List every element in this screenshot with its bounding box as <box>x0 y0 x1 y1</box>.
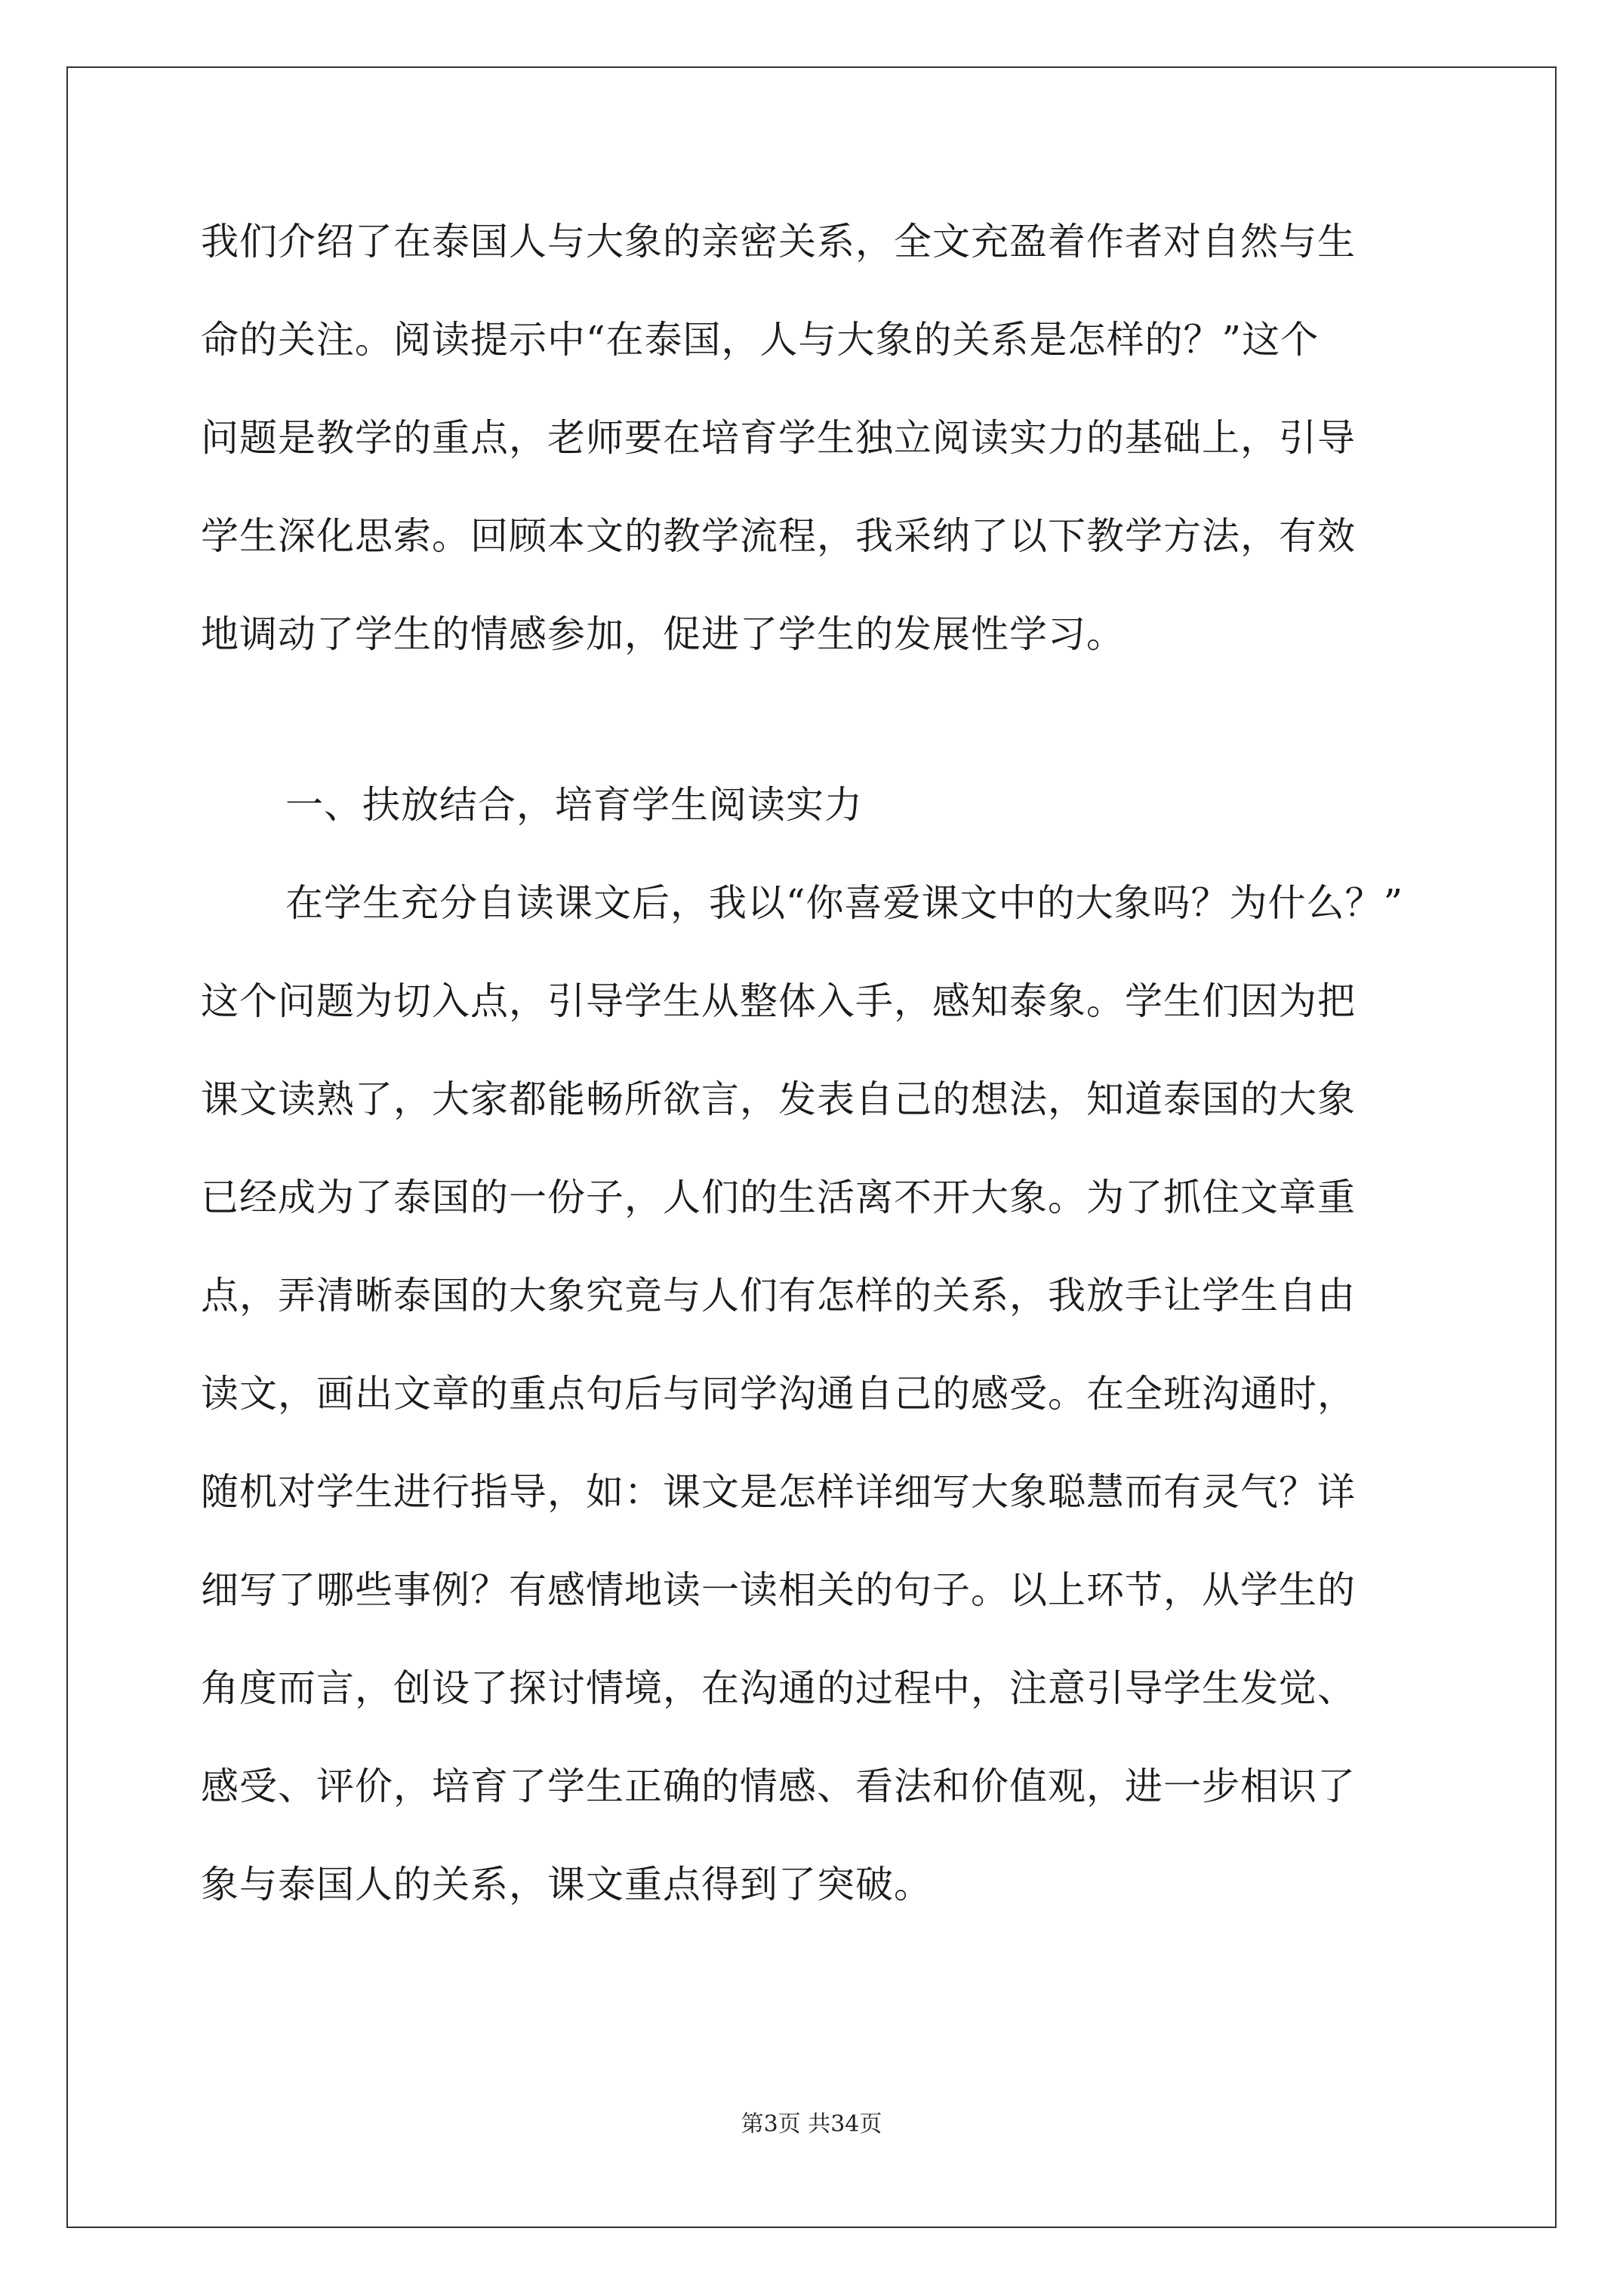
text-line: 象与泰国人的关系，课文重点得到了突破。 <box>201 1863 932 1906</box>
text-line: 学生深化思索。回顾本文的教学流程，我采纳了以下教学方法，有效 <box>201 514 1356 558</box>
section-heading: 一、扶放结合，培育学生阅读实力 <box>285 783 863 827</box>
text-line: 在学生充分自读课文后，我以“你喜爱课文中的大象吗？为什么？” <box>285 881 1404 925</box>
text-line: 命的关注。阅读提示中“在泰国，人与大象的关系是怎样的？”这个 <box>201 318 1320 362</box>
text-line: 感受、评价，培育了学生正确的情感、看法和价值观，进一步相识了 <box>201 1764 1356 1808</box>
text-line: 地调动了学生的情感参加，促进了学生的发展性学习。 <box>201 612 1125 656</box>
text-line: 问题是教学的重点，老师要在培育学生独立阅读实力的基础上，引导 <box>201 416 1356 460</box>
text-line: 随机对学生进行指导，如：课文是怎样详细写大象聪慧而有灵气？详 <box>201 1470 1356 1514</box>
page-number: 第3页 共34页 <box>741 2111 882 2137</box>
text-line: 点，弄清晰泰国的大象究竟与人们有怎样的关系，我放手让学生自由 <box>201 1274 1356 1318</box>
text-line: 细写了哪些事例？有感情地读一读相关的句子。以上环节，从学生的 <box>201 1568 1356 1612</box>
text-line: 这个问题为切入点，引导学生从整体入手，感知泰象。学生们因为把 <box>201 979 1356 1023</box>
text-line: 已经成为了泰国的一份子，人们的生活离不开大象。为了抓住文章重 <box>201 1176 1356 1219</box>
text-line: 我们介绍了在泰国人与大象的亲密关系，全文充盈着作者对自然与生 <box>201 220 1356 264</box>
text-line: 课文读熟了，大家都能畅所欲言，发表自己的想法，知道泰国的大象 <box>201 1077 1356 1121</box>
text-line: 读文，画出文章的重点句后与同学沟通自己的感受。在全班沟通时， <box>201 1372 1356 1416</box>
text-line: 角度而言，创设了探讨情境，在沟通的过程中，注意引导学生发觉、 <box>201 1666 1356 1710</box>
